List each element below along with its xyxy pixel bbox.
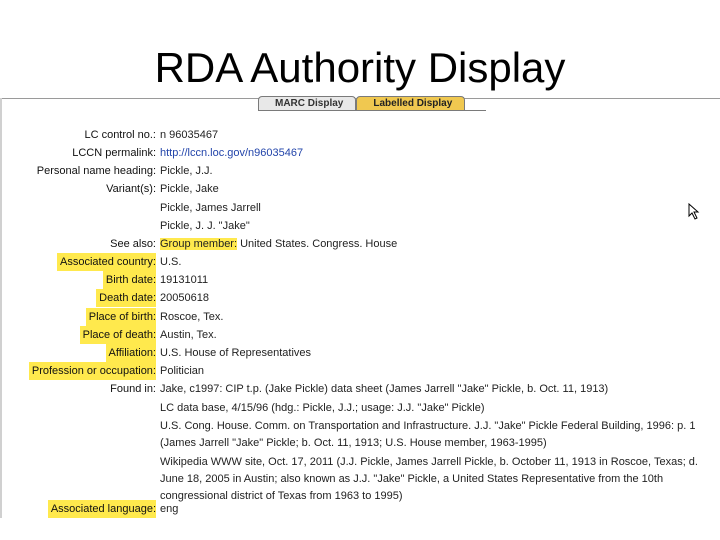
record-row-variant-3 — [0, 217, 720, 235]
field-label: Birth date: — [103, 271, 156, 289]
field-value: Roscoe, Tex. — [160, 311, 224, 323]
field-value: 20050618 — [160, 292, 209, 304]
record-row-found-in-4 — [0, 434, 720, 452]
source-citation: June 18, 2005 in Austin; also known as J.J. "Jake" Pickle, a United States Representative from the 10th — [160, 473, 664, 485]
source-citation: LC data base, 4/15/96 (hdg.: Pickle, J.J.; usage: J.J. "Jake" Pickle) — [160, 402, 485, 414]
field-value: U.S. House of Representatives — [160, 347, 312, 359]
field-label: Personal name heading: — [36, 165, 156, 177]
field-label: Affiliation: — [106, 344, 157, 362]
field-label: LC control no.: — [84, 129, 156, 141]
record-row-place-of-birth — [0, 308, 720, 326]
field-label: Death date: — [96, 289, 156, 307]
record-row-lc-control-no — [0, 126, 720, 144]
field-value: 19131011 — [160, 274, 209, 286]
record-row-found-in-2 — [0, 399, 720, 417]
record-row-found-in-6 — [0, 470, 720, 488]
group-member-tag: Group member: — [160, 238, 238, 250]
tab-labelled-display[interactable]: Labelled Display — [356, 96, 465, 111]
record-row-personal-name — [0, 162, 720, 180]
variant-value: Pickle, J. J. "Jake" — [160, 220, 250, 232]
field-value: Austin, Tex. — [160, 329, 217, 341]
slide-title: RDA Authority Display — [154, 44, 566, 91]
field-value: U.S. — [160, 256, 182, 268]
record-row-affiliation — [0, 344, 720, 362]
permalink-link[interactable]: http://lccn.loc.gov/n96035467 — [160, 147, 304, 159]
record-row-associated-language — [0, 500, 720, 518]
field-label: Place of birth: — [86, 308, 156, 326]
source-citation: U.S. Cong. House. Comm. on Transportation and Infrastructure. J.J. "Jake" Pickle Federal Building, 1996: p. 1 — [160, 420, 696, 432]
source-citation: Wikipedia WWW site, Oct. 17, 2011 (J.J. Pickle, James Jarrell Pickle, b. October 11, 1913 in Roscoe, Texas; d. — [160, 456, 698, 468]
field-value: Pickle, J.J. — [160, 165, 213, 177]
field-label: Profession or occupation: — [29, 362, 156, 380]
record-row-variant-2 — [0, 199, 720, 217]
source-citation: Jake, c1997: CIP t.p. (Jake Pickle) data sheet (James Jarrell "Jake" Pickle, b. Oct. 11, 1913) — [160, 383, 609, 395]
record-row-see-also — [0, 235, 720, 253]
field-value: Politician — [160, 365, 205, 377]
record-row-birth-date — [0, 271, 720, 289]
field-value: eng — [160, 503, 179, 515]
field-label: Place of death: — [80, 326, 156, 344]
field-label: Associated language: — [48, 500, 156, 518]
field-label: LCCN permalink: — [72, 147, 156, 159]
field-label: Found in: — [110, 383, 156, 395]
record-row-profession — [0, 362, 720, 380]
record-row-lccn-permalink — [0, 144, 720, 162]
tab-underline — [258, 110, 486, 111]
record-row-associated-country — [0, 253, 720, 271]
mouse-cursor-icon — [688, 203, 700, 221]
tab-marc-display[interactable]: MARC Display — [258, 96, 356, 111]
display-tabs — [258, 96, 465, 110]
see-also-value — [160, 235, 397, 253]
record-row-found-in-5 — [0, 453, 720, 471]
field-value: n 96035467 — [160, 129, 219, 141]
record-row-place-of-death — [0, 326, 720, 344]
variant-value: Pickle, James Jarrell — [160, 202, 261, 214]
see-also-heading[interactable]: United States. Congress. House — [240, 238, 398, 250]
record-row-found-in — [0, 380, 720, 398]
field-label: Variant(s): — [106, 183, 156, 195]
field-label: See also: — [110, 238, 156, 250]
field-label: Associated country: — [57, 253, 156, 271]
variant-value: Pickle, Jake — [160, 183, 219, 195]
record-row-death-date — [0, 289, 720, 307]
source-citation: (James Jarrell "Jake" Pickle; b. Oct. 11, 1913; U.S. House member, 1963-1995) — [160, 437, 547, 449]
source-citation: congressional district of Texas from 1963 to 1995) — [160, 490, 403, 502]
record-row-variants — [0, 180, 720, 198]
record-row-found-in-3 — [0, 417, 720, 435]
